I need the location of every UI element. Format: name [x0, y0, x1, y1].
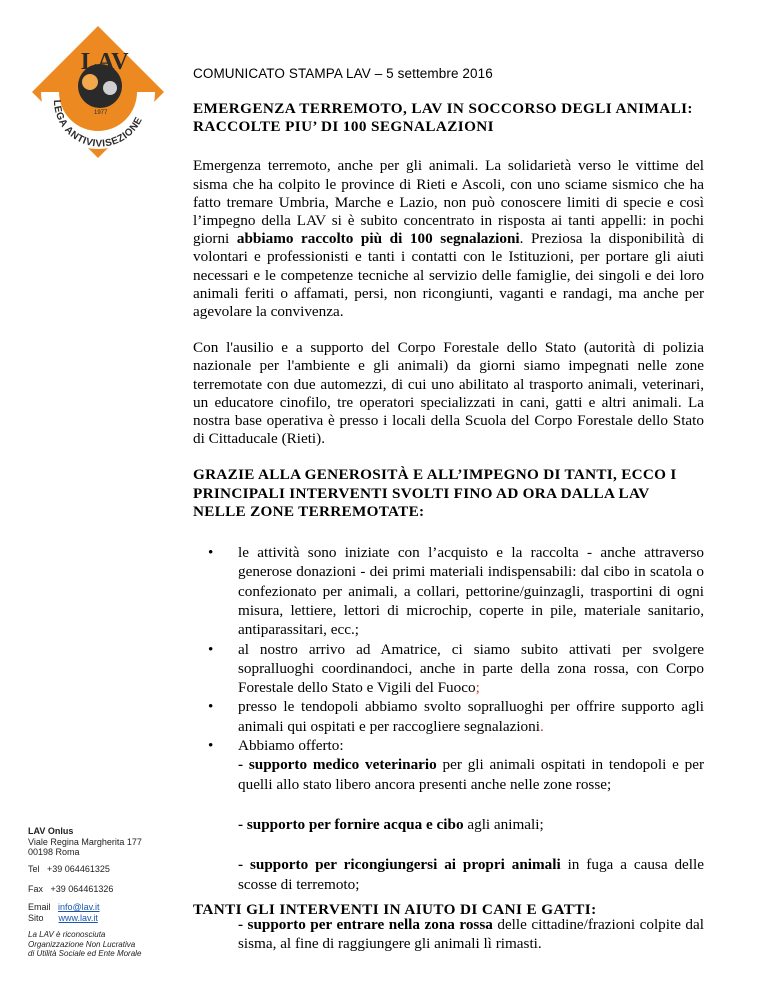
email-link[interactable]: info@lav.it	[58, 902, 100, 912]
contact-links: Email info@lav.it Sito www.lav.it	[28, 902, 100, 923]
bullet-icon: •	[208, 640, 214, 658]
support-item: - supporto medico veterinario per gli animali ospitati in tendopoli e per quelli allo stato libero ancora presenti anche nelle zone rosse;	[238, 756, 705, 793]
org-name: LAV Onlus	[28, 826, 74, 836]
sidebar-address	[28, 826, 142, 858]
paragraph-intro: Emergenza terremoto, anche per gli animali. La solidarietà verso le vittime del sisma che ha colpito le province di Rieti e Ascoli, con uno sciame sismico che ha fatto tremare Umbria, Marche e Lazio, non può conoscere limiti di specie e così l’impegno della LAV si è subito concentrato in risposta ai tanti appelli: in pochi giorni abbiamo raccolto più di 100 segnalazioni. Preziosa la disponibilità di volontari e professionisti e tanti i contatti con le Istituzioni, per portare gli aiuti necessari e le competenze tecniche al servizio delle famiglie, dei singoli e dei loro animali feriti o affamati, persi, non ricongiunti, vaganti e randagi, ma anche per agevolare la convivenza.	[193, 157, 704, 321]
fax-line: Fax +39 064461326	[28, 884, 114, 894]
logo-year: 1977	[94, 110, 108, 116]
address-line: 00198 Roma	[28, 847, 80, 857]
press-release-header: COMUNICATO STAMPA LAV – 5 settembre 2016	[193, 66, 493, 81]
website-link[interactable]: www.lav.it	[58, 912, 98, 923]
list-item: • al nostro arrivo ad Amatrice, ci siamo subito attivati per svolgere sopralluoghi coordinandoci, anche in parte della zona rossa, con Corpo Forestale dello Stato e Vigili del Fuoco;	[208, 640, 704, 697]
final-heading: TANTI GLI INTERVENTI IN AIUTO DI CANI E GATTI:	[193, 901, 597, 918]
highlight-segnalazioni: abbiamo raccolto più di 100 segnalazioni	[236, 230, 520, 248]
list-item: • le attività sono iniziate con l’acquisto e la raccolta - anche attraverso generose donazioni - dei primi materiali indispensabili: dal cibo in scatola o confezionato per animali, a collari, pettorine/guinzagli, trasportini di ogni misura, lettiere, lettori di microchip, coperte in pile, materiale sanitario, antiparassitari, ecc.;	[208, 544, 704, 639]
list-item: • presso le tendopoli abbiamo svolto sopralluoghi per offrire supporto agli animali qui ospitati e per raccogliere segnalazioni.	[208, 698, 704, 735]
tel-line: Tel +39 064461325	[28, 864, 110, 874]
document-title: EMERGENZA TERREMOTO, LAV IN SOCCORSO DEGLI ANIMALI: RACCOLTE PIU’ DI 100 SEGNALAZIONI	[193, 100, 693, 136]
bullet-icon: •	[208, 544, 214, 562]
logo-ring-text: LEGA ANTIVIVISEZIONE	[50, 99, 145, 150]
logo-brand: LAV	[81, 49, 129, 75]
interventions-list	[193, 543, 704, 755]
section-heading: GRAZIE ALLA GENEROSITÀ E ALL’IMPEGNO DI TANTI, ECCO I PRINCIPALI INTERVENTI SVOLTI FINO AD ORA DALLA LAV NELLE ZONE TERREMOTATE:	[193, 466, 677, 520]
paragraph-forestale: Con l'ausilio e a supporto del Corpo Forestale dello Stato (autorità di polizia nazionale per l'ambiente e gli animali) da giorni siamo impegnati nelle zone terremotate con due automezzi, di cui uno abilitato al trasporto animali, veterinari, un educatore cinofilo, tre operatori specializzati in cani, gatti e altri animali. La nostra base operativa è presso i locali della Scuola del Corpo Forestale dello Stato di Cittaducale (Rieti).	[193, 339, 704, 448]
lav-logo	[28, 22, 168, 162]
main-content	[193, 100, 704, 973]
support-item: - supporto per fornire acqua e cibo agli animali;	[238, 815, 544, 833]
legal-note: La LAV è riconosciuta Organizzazione Non Lucrativa di Utilità Sociale ed Ente Morale	[28, 930, 142, 958]
address-line: Viale Regina Margherita 177	[28, 836, 142, 847]
bullet-icon: •	[208, 737, 214, 755]
bullet-icon: •	[208, 698, 214, 716]
support-item: - supporto per ricongiungersi ai propri animali in fuga a causa delle scosse di terremoto;	[238, 856, 704, 893]
list-item: • Abbiamo offerto:	[208, 737, 344, 755]
support-item: - supporto per entrare nella zona rossa delle cittadine/frazioni colpite dal sisma, al fine di raggiungere gli animali lì rimasti.	[238, 915, 704, 953]
